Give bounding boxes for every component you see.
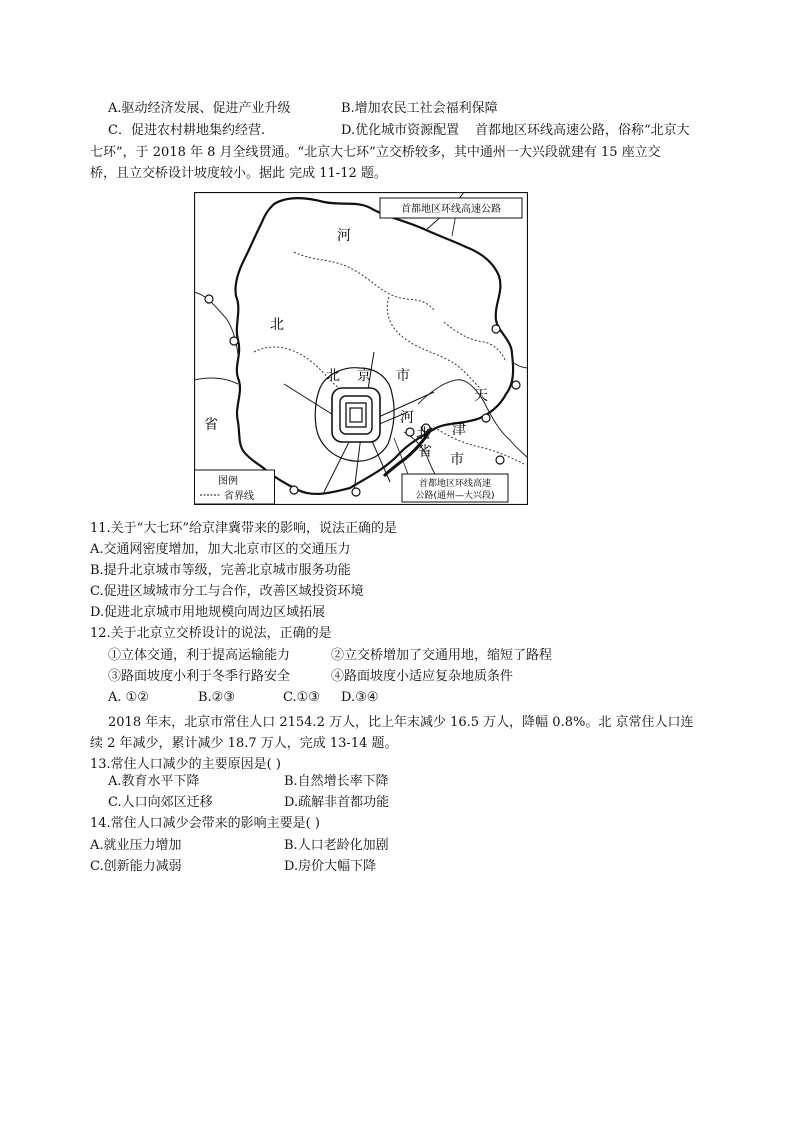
q11-option-d: D.促进北京城市用地规模向周边区域拓展 <box>90 605 326 620</box>
q10-option-d: D.优化城市资源配置 <box>341 123 460 138</box>
q12-stem: 12.关于北京立交桥设计的说法，正确的是 <box>90 626 332 641</box>
intro-13-line-2: 续 2 年减少，累计减少 18.7 万人，完成 13-14 题。 <box>90 736 398 751</box>
q14-option-b: B.人口老龄化加剧 <box>284 838 389 853</box>
q12-option-b: B.②③ <box>198 690 235 705</box>
q12-statement-4: ④路面坡度小适应复杂地质条件 <box>331 669 514 684</box>
q11-option-b: B.提升北京城市等级，完善北京城市服务功能 <box>90 563 351 578</box>
q12-statement-1: ①立体交通，利于提高运输能力 <box>108 648 291 663</box>
legend-title: 图例 <box>218 476 238 487</box>
q11-stem: 11.关于“大七环”给京津冀带来的影响，说法正确的是 <box>90 521 397 536</box>
label-top: 首都地区环线高速公路 <box>401 204 501 215</box>
q11-option-a: A.交通网密度增加，加大北京市区的交通压力 <box>90 542 351 557</box>
region-tianjin-2: 津 <box>452 422 466 438</box>
intro-13-line-1: 2018 年末，北京市常住人口 2154.2 万人，比上年末减少 16.5 万人，降幅 0.8%。北 京常住人口连 <box>108 715 694 730</box>
label-bottom-1: 首都地区环线高速 <box>418 479 492 489</box>
q13-option-a: A.教育水平下降 <box>108 774 200 789</box>
region-hebei-2-sheng: 省 <box>418 444 432 460</box>
q12-option-c: C.①③ <box>283 690 320 705</box>
q14-option-a: A.就业压力增加 <box>90 838 182 853</box>
label-bottom-2: 公路(通州—大兴段) <box>415 491 495 501</box>
q11-option-c: C.促进区域城市分工与合作，改善区域投资环境 <box>90 584 364 599</box>
ring-road-map <box>194 192 528 505</box>
q14-stem: 14.常住人口减少会带来的影响主要是( ) <box>90 816 320 831</box>
q14-option-d: D.房价大幅下降 <box>284 859 377 874</box>
q12-statement-3: ③路面坡度小利于冬季行路安全 <box>108 669 291 684</box>
region-tianjin-3: 市 <box>450 452 464 468</box>
q13-option-c: C.人口向郊区迁移 <box>108 795 213 810</box>
q13-stem: 13.常住人口减少的主要原因是( ) <box>90 757 281 772</box>
legend-item: 省界线 <box>224 491 254 502</box>
q13-option-d: D.疏解非首都功能 <box>284 795 390 810</box>
region-hebei-2-he: 河 <box>400 410 414 426</box>
region-sheng: 省 <box>204 417 218 433</box>
q12-statement-2: ②立交桥增加了交通用地，缩短了路程 <box>331 648 553 663</box>
region-tianjin-1: 天 <box>474 388 488 404</box>
q12-option-a: A. ①② <box>108 690 149 705</box>
region-bei: 北 <box>270 317 284 333</box>
q14-option-c: C.创新能力减弱 <box>90 859 182 874</box>
q10-option-a: A.驱动经济发展、促进产业升级 <box>108 101 291 116</box>
intro-11-line-3: 桥，且立交桥设计坡度较小。据此 完成 11-12 题。 <box>90 166 387 181</box>
region-beijing-2: 京 <box>357 368 371 384</box>
q10-option-b: B.增加农民工社会福利保障 <box>341 101 498 116</box>
q10-option-c: C．促进农村耕地集约经营. <box>108 123 266 138</box>
intro-11-line-2: 七环”，于 2018 年 8 月全线贯通。“北京大七环”立交桥较多，其中通州一大兴段就建有 15 座立交 <box>90 145 661 160</box>
map-frame <box>195 193 528 505</box>
region-beijing-1: 北 <box>326 368 340 384</box>
q13-option-b: B.自然增长率下降 <box>284 774 389 789</box>
region-hebei-2-bei: 北 <box>416 426 430 442</box>
region-beijing-3: 市 <box>396 368 410 384</box>
intro-11-line-1: 首都地区环线高速公路，俗称“北京大 <box>475 123 690 138</box>
q12-option-d: D.③④ <box>341 690 379 705</box>
region-he: 河 <box>337 228 351 244</box>
